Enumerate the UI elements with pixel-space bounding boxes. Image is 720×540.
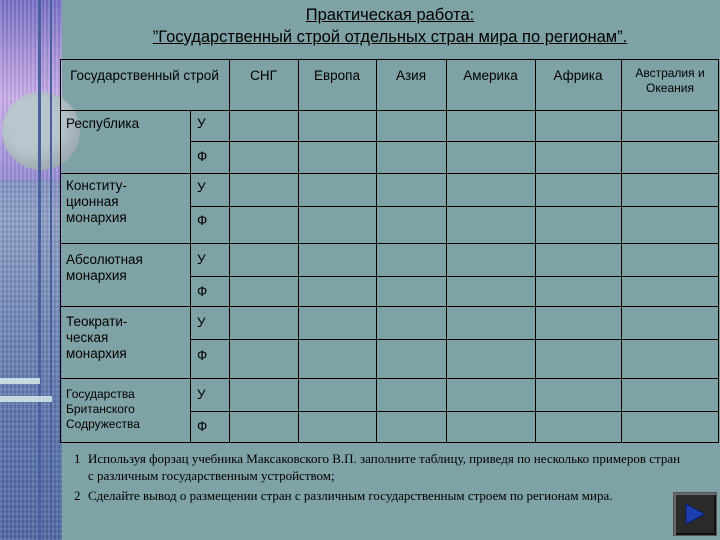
row-label-constitutional-monarchy: Конститу-ционная монархия bbox=[66, 178, 127, 225]
row-label-theocratic-monarchy: Теократи-ческая монархия bbox=[66, 314, 128, 361]
play-right-icon bbox=[683, 502, 707, 526]
header-europe: Европа bbox=[313, 68, 360, 83]
marker-f: Ф bbox=[197, 348, 208, 363]
instruction-number: 1 bbox=[74, 451, 81, 466]
marker-f: Ф bbox=[197, 419, 208, 434]
header-asia: Азия bbox=[395, 68, 427, 83]
page-subtitle: ”Государственный строй отдельных стран мира по регионам”. bbox=[152, 28, 628, 46]
header-australia-oceania: Австралия и Океания bbox=[635, 66, 705, 95]
row-label-absolute-monarchy: Абсолютная монархия bbox=[66, 252, 143, 283]
instruction-number: 2 bbox=[74, 488, 81, 503]
marker-u: У bbox=[197, 315, 206, 330]
header-cis: СНГ bbox=[250, 68, 277, 83]
instruction-text: Сделайте вывод о размещении стран с различным государственным строем по регионам мира. bbox=[88, 488, 613, 503]
marker-u: У bbox=[197, 252, 206, 267]
page-title: Практическая работа: bbox=[305, 6, 475, 24]
row-label-commonwealth: Государства Британского Содружества bbox=[66, 387, 140, 431]
marker-f: Ф bbox=[197, 284, 208, 299]
header-america: Америка bbox=[463, 68, 518, 83]
header-africa: Африка bbox=[553, 68, 603, 83]
marker-u: У bbox=[197, 116, 206, 131]
instruction-text: Используя форзац учебника Максаковского В.П. заполните таблицу, приведя по несколько примеров стран с различным государственным устройством; bbox=[88, 451, 681, 483]
next-slide-button[interactable] bbox=[673, 492, 717, 536]
row-label-republic: Республика bbox=[66, 116, 140, 131]
marker-u: У bbox=[197, 180, 206, 195]
header-state-system: Государственный строй bbox=[70, 68, 219, 83]
marker-u: У bbox=[197, 387, 206, 402]
marker-f: Ф bbox=[197, 213, 208, 228]
marker-f: Ф bbox=[197, 149, 208, 164]
